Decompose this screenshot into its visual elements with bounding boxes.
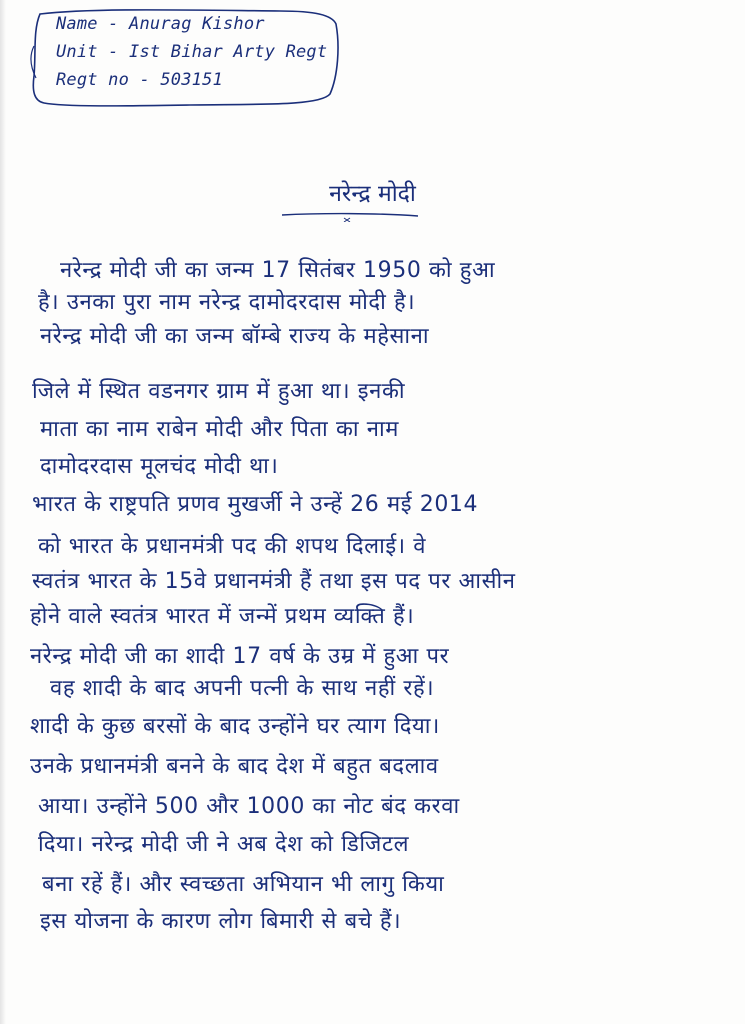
essay-title: नरेन्द्र मोदी — [329, 181, 416, 207]
essay-line: उनके प्रधानमंत्री बनने के बाद देश में बहुत बदलाव — [30, 754, 439, 779]
essay-line: दामोदरदास मूलचंद मोदी था। — [40, 454, 279, 479]
essay-line: वह शादी के बाद अपनी पत्नी के साथ नहीं रहें। — [50, 676, 435, 701]
essay-line: शादी के कुछ बरसों के बाद उन्होंने घर त्याग दिया। — [30, 714, 440, 739]
essay-line: इस योजना के कारण लोग बिमारी से बचे हैं। — [40, 909, 402, 934]
header-info-box — [30, 6, 342, 112]
header-regt-line: Regt no - 503151 — [56, 70, 223, 90]
essay-line: है। उनका पुरा नाम नरेन्द्र दामोदरदास मोदी है। — [38, 290, 416, 315]
essay-line: बना रहें हैं। और स्वच्छता अभियान भी लागु किया — [42, 872, 445, 897]
header-name-line: Name - Anurag Kishor — [56, 14, 265, 34]
essay-line: स्वतंत्र भारत के 15वे प्रधानमंत्री हैं तथा इस पद पर आसीन — [32, 569, 516, 594]
essay-line: भारत के राष्ट्रपति प्रणव मुखर्जी ने उन्हें 26 मई 2014 — [32, 492, 479, 517]
essay-line: आया। उन्होंने 500 और 1000 का नोट बंद करवा — [38, 794, 460, 819]
essay-line: को भारत के प्रधानमंत्री पद की शपथ दिलाई। वे — [38, 534, 427, 559]
essay-line: होने वाले स्वतंत्र भारत में जन्में प्रथम व्यक्ति हैं। — [30, 604, 415, 629]
essay-line: नरेन्द्र मोदी जी का जन्म 17 सितंबर 1950 को हुआ — [60, 258, 496, 283]
essay-line: दिया। नरेन्द्र मोदी जी ने अब देश को डिजिटल — [38, 832, 410, 857]
essay-line: नरेन्द्र मोदी जी का जन्म बॉम्बे राज्य के महेसाना — [40, 324, 430, 349]
title-underline — [280, 210, 420, 222]
essay-line: माता का नाम राबेन मोदी और पिता का नाम — [40, 417, 399, 442]
page-edge-shadow — [0, 0, 6, 1024]
essay-line: जिले में स्थित वडनगर ग्राम में हुआ था। इनकी — [32, 379, 406, 404]
essay-line: नरेन्द्र मोदी जी का शादी 17 वर्ष के उम्र में हुआ पर — [30, 644, 450, 669]
header-unit-line: Unit - Ist Bihar Arty Regt — [56, 42, 328, 62]
